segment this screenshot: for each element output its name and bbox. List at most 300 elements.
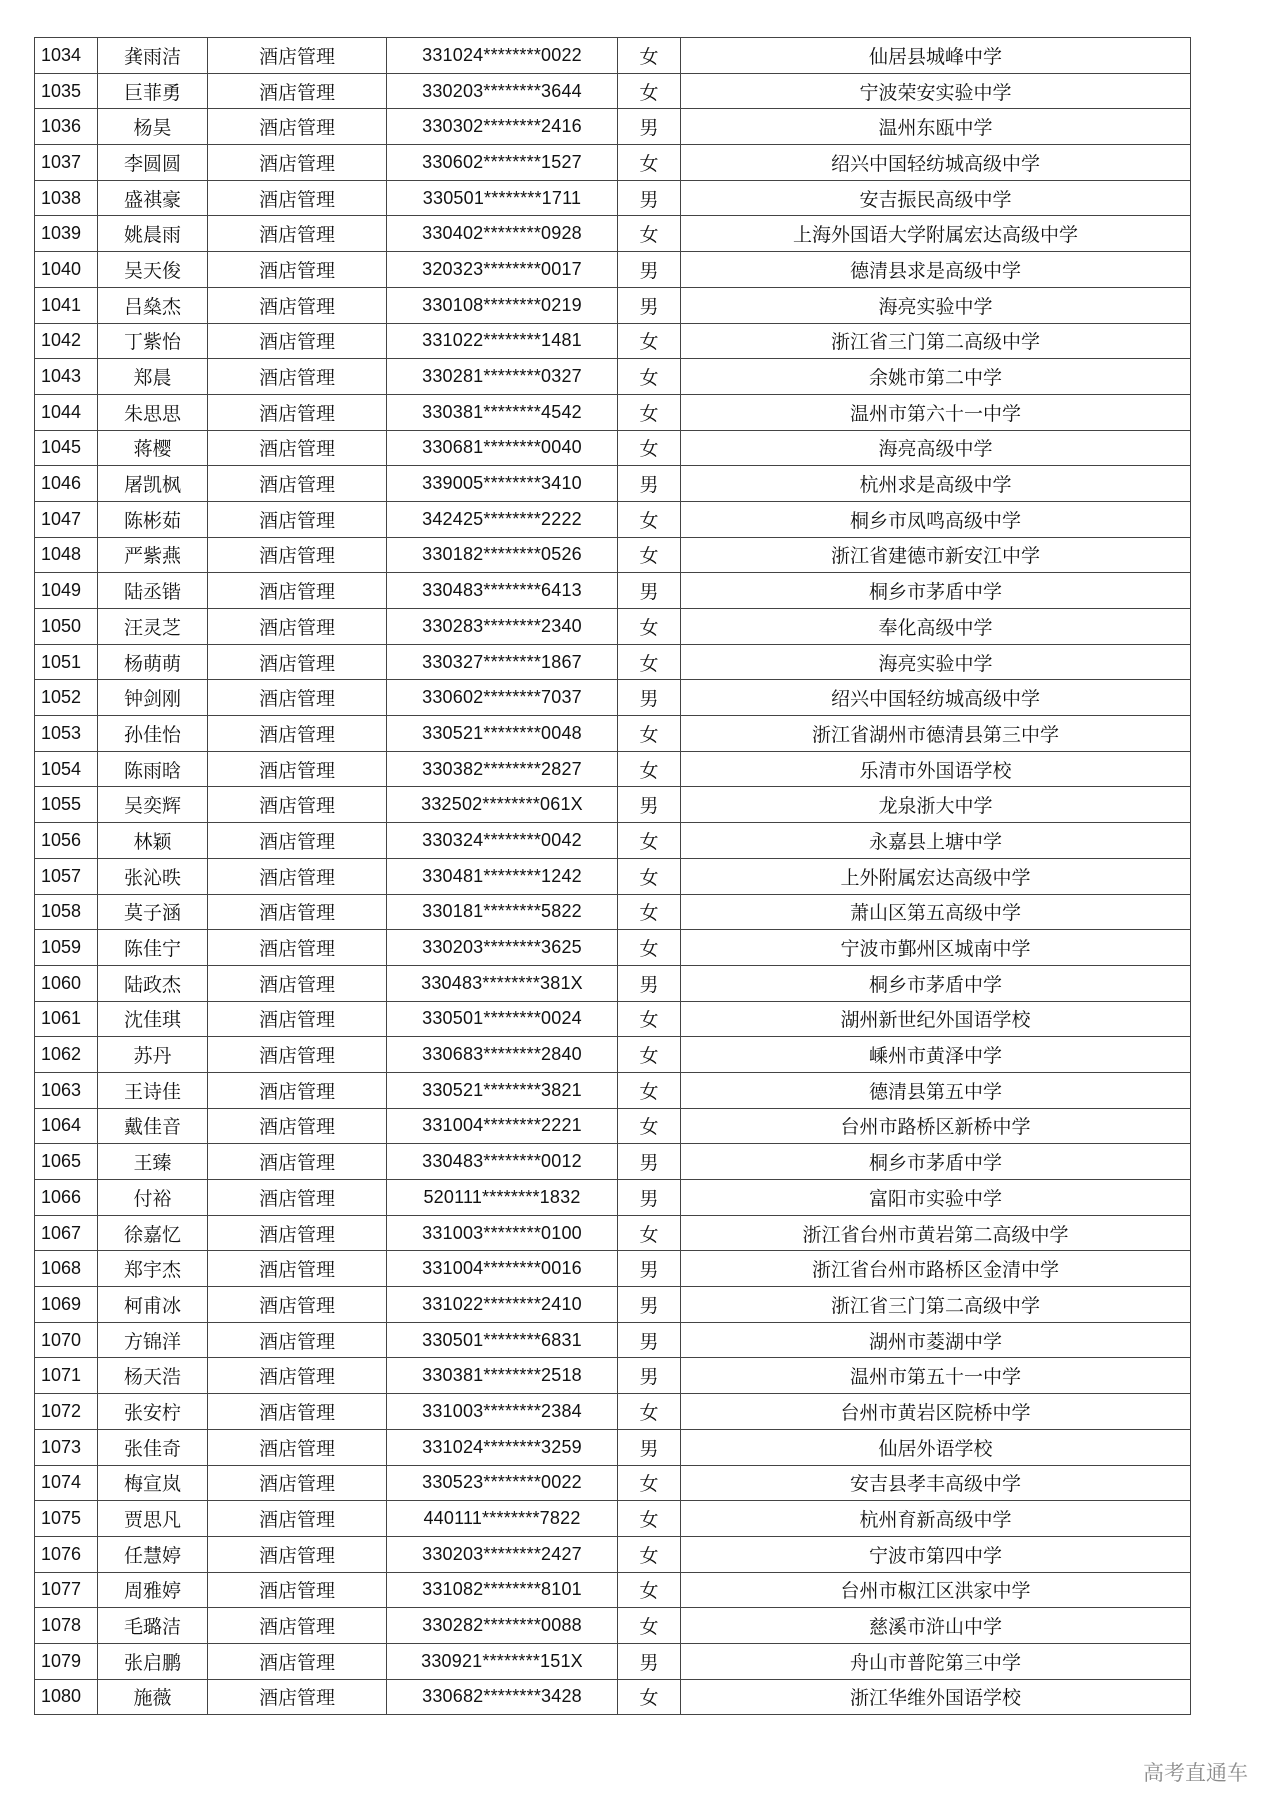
school-cell: 余姚市第二中学 [681, 359, 1191, 395]
major-cell: 酒店管理 [208, 1501, 387, 1537]
student-name-cell: 钟剑刚 [98, 680, 208, 716]
row-number-cell: 1067 [35, 1215, 98, 1251]
table-row [35, 644, 1191, 680]
school-cell: 台州市椒江区洪家中学 [681, 1572, 1191, 1608]
id-number-cell: 330602********1527 [387, 145, 618, 181]
student-name-cell: 郑宇杰 [98, 1251, 208, 1287]
major-cell: 酒店管理 [208, 965, 387, 1001]
table-row [35, 216, 1191, 252]
school-cell: 杭州求是高级中学 [681, 466, 1191, 502]
student-name-cell: 吴奕辉 [98, 787, 208, 823]
gender-cell: 女 [618, 609, 681, 645]
table-row [35, 965, 1191, 1001]
gender-cell: 女 [618, 537, 681, 573]
row-number-cell: 1039 [35, 216, 98, 252]
id-number-cell: 330521********3821 [387, 1072, 618, 1108]
gender-cell: 女 [618, 216, 681, 252]
gender-cell: 女 [618, 1679, 681, 1715]
school-cell: 永嘉县上塘中学 [681, 823, 1191, 859]
table-row [35, 680, 1191, 716]
id-number-cell: 342425********2222 [387, 501, 618, 537]
table-row [35, 109, 1191, 145]
gender-cell: 男 [618, 680, 681, 716]
school-cell: 仙居外语学校 [681, 1429, 1191, 1465]
id-number-cell: 331024********3259 [387, 1429, 618, 1465]
school-cell: 海亮实验中学 [681, 287, 1191, 323]
gender-cell: 男 [618, 1358, 681, 1394]
school-cell: 仙居县城峰中学 [681, 38, 1191, 74]
id-number-cell: 330521********0048 [387, 716, 618, 752]
gender-cell: 女 [618, 858, 681, 894]
school-cell: 温州东瓯中学 [681, 109, 1191, 145]
id-number-cell: 331022********2410 [387, 1287, 618, 1323]
major-cell: 酒店管理 [208, 1536, 387, 1572]
id-number-cell: 330921********151X [387, 1643, 618, 1679]
id-number-cell: 330483********6413 [387, 573, 618, 609]
id-number-cell: 330681********0040 [387, 430, 618, 466]
row-number-cell: 1045 [35, 430, 98, 466]
gender-cell: 男 [618, 287, 681, 323]
table-row [35, 1429, 1191, 1465]
row-number-cell: 1058 [35, 894, 98, 930]
student-name-cell: 施薇 [98, 1679, 208, 1715]
table-row [35, 1215, 1191, 1251]
row-number-cell: 1038 [35, 180, 98, 216]
row-number-cell: 1036 [35, 109, 98, 145]
student-name-cell: 龚雨洁 [98, 38, 208, 74]
row-number-cell: 1059 [35, 930, 98, 966]
major-cell: 酒店管理 [208, 716, 387, 752]
student-name-cell: 严紫燕 [98, 537, 208, 573]
gender-cell: 男 [618, 1144, 681, 1180]
id-number-cell: 330483********381X [387, 965, 618, 1001]
row-number-cell: 1056 [35, 823, 98, 859]
school-cell: 台州市黄岩区院桥中学 [681, 1394, 1191, 1430]
gender-cell: 女 [618, 1215, 681, 1251]
row-number-cell: 1049 [35, 573, 98, 609]
gender-cell: 女 [618, 1608, 681, 1644]
table-row [35, 930, 1191, 966]
student-name-cell: 周雅婷 [98, 1572, 208, 1608]
major-cell: 酒店管理 [208, 537, 387, 573]
school-cell: 海亮高级中学 [681, 430, 1191, 466]
student-name-cell: 丁紫怡 [98, 323, 208, 359]
table-row [35, 1180, 1191, 1216]
table-row [35, 1144, 1191, 1180]
row-number-cell: 1063 [35, 1072, 98, 1108]
school-cell: 乐清市外国语学校 [681, 751, 1191, 787]
student-name-cell: 沈佳琪 [98, 1001, 208, 1037]
id-number-cell: 330283********2340 [387, 609, 618, 645]
id-number-cell: 330203********3625 [387, 930, 618, 966]
major-cell: 酒店管理 [208, 1001, 387, 1037]
major-cell: 酒店管理 [208, 858, 387, 894]
gender-cell: 男 [618, 109, 681, 145]
gender-cell: 男 [618, 1643, 681, 1679]
school-cell: 宁波荣安实验中学 [681, 73, 1191, 109]
school-cell: 浙江省三门第二高级中学 [681, 1287, 1191, 1323]
gender-cell: 女 [618, 930, 681, 966]
gender-cell: 男 [618, 787, 681, 823]
row-number-cell: 1043 [35, 359, 98, 395]
major-cell: 酒店管理 [208, 38, 387, 74]
table-row [35, 1358, 1191, 1394]
student-name-cell: 贾思凡 [98, 1501, 208, 1537]
school-cell: 湖州市菱湖中学 [681, 1322, 1191, 1358]
student-name-cell: 戴佳音 [98, 1108, 208, 1144]
school-cell: 湖州新世纪外国语学校 [681, 1001, 1191, 1037]
major-cell: 酒店管理 [208, 1643, 387, 1679]
table-row [35, 858, 1191, 894]
school-cell: 海亮实验中学 [681, 644, 1191, 680]
row-number-cell: 1037 [35, 145, 98, 181]
major-cell: 酒店管理 [208, 180, 387, 216]
gender-cell: 女 [618, 38, 681, 74]
table-row [35, 1643, 1191, 1679]
id-number-cell: 330501********0024 [387, 1001, 618, 1037]
major-cell: 酒店管理 [208, 1251, 387, 1287]
student-name-cell: 梅宣岚 [98, 1465, 208, 1501]
table-row [35, 1465, 1191, 1501]
major-cell: 酒店管理 [208, 501, 387, 537]
gender-cell: 男 [618, 466, 681, 502]
major-cell: 酒店管理 [208, 573, 387, 609]
student-name-cell: 陆丞锴 [98, 573, 208, 609]
major-cell: 酒店管理 [208, 1608, 387, 1644]
school-cell: 桐乡市凤鸣高级中学 [681, 501, 1191, 537]
table-row [35, 145, 1191, 181]
row-number-cell: 1060 [35, 965, 98, 1001]
gender-cell: 女 [618, 1108, 681, 1144]
id-number-cell: 520111********1832 [387, 1180, 618, 1216]
table-row [35, 394, 1191, 430]
table-row [35, 1608, 1191, 1644]
major-cell: 酒店管理 [208, 1322, 387, 1358]
major-cell: 酒店管理 [208, 787, 387, 823]
gender-cell: 女 [618, 1072, 681, 1108]
student-name-cell: 毛璐洁 [98, 1608, 208, 1644]
gender-cell: 男 [618, 1251, 681, 1287]
student-name-cell: 吕燊杰 [98, 287, 208, 323]
row-number-cell: 1071 [35, 1358, 98, 1394]
major-cell: 酒店管理 [208, 751, 387, 787]
row-number-cell: 1065 [35, 1144, 98, 1180]
id-number-cell: 330282********0088 [387, 1608, 618, 1644]
student-name-cell: 盛祺豪 [98, 180, 208, 216]
student-name-cell: 张安柠 [98, 1394, 208, 1430]
gender-cell: 女 [618, 394, 681, 430]
gender-cell: 女 [618, 1465, 681, 1501]
school-cell: 浙江省建德市新安江中学 [681, 537, 1191, 573]
school-cell: 德清县第五中学 [681, 1072, 1191, 1108]
school-cell: 绍兴中国轻纺城高级中学 [681, 680, 1191, 716]
major-cell: 酒店管理 [208, 1394, 387, 1430]
student-name-cell: 汪灵芝 [98, 609, 208, 645]
id-number-cell: 330302********2416 [387, 109, 618, 145]
gender-cell: 男 [618, 1180, 681, 1216]
row-number-cell: 1062 [35, 1037, 98, 1073]
row-number-cell: 1080 [35, 1679, 98, 1715]
major-cell: 酒店管理 [208, 1429, 387, 1465]
row-number-cell: 1061 [35, 1001, 98, 1037]
major-cell: 酒店管理 [208, 394, 387, 430]
row-number-cell: 1054 [35, 751, 98, 787]
id-number-cell: 330182********0526 [387, 537, 618, 573]
gender-cell: 女 [618, 359, 681, 395]
row-number-cell: 1075 [35, 1501, 98, 1537]
id-number-cell: 330682********3428 [387, 1679, 618, 1715]
student-name-cell: 吴天俊 [98, 252, 208, 288]
major-cell: 酒店管理 [208, 145, 387, 181]
id-number-cell: 320323********0017 [387, 252, 618, 288]
table-row [35, 1394, 1191, 1430]
id-number-cell: 330382********2827 [387, 751, 618, 787]
major-cell: 酒店管理 [208, 287, 387, 323]
row-number-cell: 1070 [35, 1322, 98, 1358]
row-number-cell: 1052 [35, 680, 98, 716]
row-number-cell: 1057 [35, 858, 98, 894]
major-cell: 酒店管理 [208, 1037, 387, 1073]
gender-cell: 女 [618, 430, 681, 466]
student-name-cell: 方锦洋 [98, 1322, 208, 1358]
row-number-cell: 1077 [35, 1572, 98, 1608]
school-cell: 安吉振民高级中学 [681, 180, 1191, 216]
table-row [35, 716, 1191, 752]
school-cell: 桐乡市茅盾中学 [681, 965, 1191, 1001]
major-cell: 酒店管理 [208, 1358, 387, 1394]
id-number-cell: 330327********1867 [387, 644, 618, 680]
id-number-cell: 331004********0016 [387, 1251, 618, 1287]
table-row [35, 823, 1191, 859]
major-cell: 酒店管理 [208, 1287, 387, 1323]
row-number-cell: 1048 [35, 537, 98, 573]
school-cell: 龙泉浙大中学 [681, 787, 1191, 823]
id-number-cell: 440111********7822 [387, 1501, 618, 1537]
id-number-cell: 331004********2221 [387, 1108, 618, 1144]
student-name-cell: 林颖 [98, 823, 208, 859]
major-cell: 酒店管理 [208, 466, 387, 502]
major-cell: 酒店管理 [208, 1144, 387, 1180]
id-number-cell: 339005********3410 [387, 466, 618, 502]
major-cell: 酒店管理 [208, 1180, 387, 1216]
table-row [35, 1536, 1191, 1572]
gender-cell: 女 [618, 716, 681, 752]
row-number-cell: 1068 [35, 1251, 98, 1287]
student-name-cell: 杨昊 [98, 109, 208, 145]
school-cell: 浙江省三门第二高级中学 [681, 323, 1191, 359]
school-cell: 绍兴中国轻纺城高级中学 [681, 145, 1191, 181]
table-row [35, 466, 1191, 502]
table-row [35, 1037, 1191, 1073]
row-number-cell: 1050 [35, 609, 98, 645]
student-name-cell: 陈雨晗 [98, 751, 208, 787]
admission-list-table [34, 37, 1191, 1715]
gender-cell: 男 [618, 1429, 681, 1465]
id-number-cell: 330181********5822 [387, 894, 618, 930]
row-number-cell: 1041 [35, 287, 98, 323]
table-row [35, 1572, 1191, 1608]
id-number-cell: 331022********1481 [387, 323, 618, 359]
row-number-cell: 1069 [35, 1287, 98, 1323]
row-number-cell: 1034 [35, 38, 98, 74]
row-number-cell: 1055 [35, 787, 98, 823]
row-number-cell: 1053 [35, 716, 98, 752]
school-cell: 杭州育新高级中学 [681, 1501, 1191, 1537]
watermark: 高考直通车 [1143, 1761, 1248, 1785]
row-number-cell: 1044 [35, 394, 98, 430]
id-number-cell: 332502********061X [387, 787, 618, 823]
id-number-cell: 330324********0042 [387, 823, 618, 859]
id-number-cell: 330381********4542 [387, 394, 618, 430]
table-row [35, 1287, 1191, 1323]
major-cell: 酒店管理 [208, 359, 387, 395]
table-row [35, 537, 1191, 573]
school-cell: 富阳市实验中学 [681, 1180, 1191, 1216]
school-cell: 慈溪市浒山中学 [681, 1608, 1191, 1644]
table-row [35, 609, 1191, 645]
student-name-cell: 付裕 [98, 1180, 208, 1216]
student-name-cell: 姚晨雨 [98, 216, 208, 252]
row-number-cell: 1046 [35, 466, 98, 502]
table-row [35, 430, 1191, 466]
major-cell: 酒店管理 [208, 1679, 387, 1715]
table-row [35, 894, 1191, 930]
student-name-cell: 屠凯枫 [98, 466, 208, 502]
student-name-cell: 王诗佳 [98, 1072, 208, 1108]
row-number-cell: 1064 [35, 1108, 98, 1144]
gender-cell: 男 [618, 252, 681, 288]
student-name-cell: 王臻 [98, 1144, 208, 1180]
school-cell: 上海外国语大学附属宏达高级中学 [681, 216, 1191, 252]
student-name-cell: 郑晨 [98, 359, 208, 395]
major-cell: 酒店管理 [208, 1572, 387, 1608]
id-number-cell: 330481********1242 [387, 858, 618, 894]
row-number-cell: 1051 [35, 644, 98, 680]
id-number-cell: 330683********2840 [387, 1037, 618, 1073]
id-number-cell: 330381********2518 [387, 1358, 618, 1394]
gender-cell: 男 [618, 1322, 681, 1358]
table-row [35, 573, 1191, 609]
id-number-cell: 331003********2384 [387, 1394, 618, 1430]
table-row [35, 73, 1191, 109]
gender-cell: 女 [618, 73, 681, 109]
major-cell: 酒店管理 [208, 1072, 387, 1108]
row-number-cell: 1035 [35, 73, 98, 109]
major-cell: 酒店管理 [208, 1108, 387, 1144]
school-cell: 德清县求是高级中学 [681, 252, 1191, 288]
school-cell: 桐乡市茅盾中学 [681, 573, 1191, 609]
gender-cell: 女 [618, 823, 681, 859]
gender-cell: 女 [618, 501, 681, 537]
table-row [35, 180, 1191, 216]
student-name-cell: 任慧婷 [98, 1536, 208, 1572]
gender-cell: 女 [618, 1001, 681, 1037]
school-cell: 上外附属宏达高级中学 [681, 858, 1191, 894]
table-row [35, 1322, 1191, 1358]
row-number-cell: 1040 [35, 252, 98, 288]
table-row [35, 787, 1191, 823]
id-number-cell: 331003********0100 [387, 1215, 618, 1251]
id-number-cell: 330501********6831 [387, 1322, 618, 1358]
gender-cell: 男 [618, 965, 681, 1001]
major-cell: 酒店管理 [208, 680, 387, 716]
school-cell: 桐乡市茅盾中学 [681, 1144, 1191, 1180]
major-cell: 酒店管理 [208, 252, 387, 288]
school-cell: 浙江华维外国语学校 [681, 1679, 1191, 1715]
school-cell: 嵊州市黄泽中学 [681, 1037, 1191, 1073]
major-cell: 酒店管理 [208, 430, 387, 466]
row-number-cell: 1042 [35, 323, 98, 359]
school-cell: 温州市第五十一中学 [681, 1358, 1191, 1394]
gender-cell: 女 [618, 1394, 681, 1430]
major-cell: 酒店管理 [208, 609, 387, 645]
table-row [35, 323, 1191, 359]
table-row [35, 38, 1191, 74]
gender-cell: 女 [618, 1501, 681, 1537]
major-cell: 酒店管理 [208, 930, 387, 966]
id-number-cell: 331082********8101 [387, 1572, 618, 1608]
school-cell: 浙江省台州市路桥区金清中学 [681, 1251, 1191, 1287]
major-cell: 酒店管理 [208, 894, 387, 930]
student-name-cell: 莫子涵 [98, 894, 208, 930]
gender-cell: 女 [618, 1037, 681, 1073]
school-cell: 奉化高级中学 [681, 609, 1191, 645]
id-number-cell: 330108********0219 [387, 287, 618, 323]
table-row [35, 1001, 1191, 1037]
student-name-cell: 张佳奇 [98, 1429, 208, 1465]
school-cell: 温州市第六十一中学 [681, 394, 1191, 430]
id-number-cell: 330501********1711 [387, 180, 618, 216]
student-name-cell: 张沁昳 [98, 858, 208, 894]
school-cell: 萧山区第五高级中学 [681, 894, 1191, 930]
school-cell: 宁波市第四中学 [681, 1536, 1191, 1572]
student-name-cell: 苏丹 [98, 1037, 208, 1073]
gender-cell: 男 [618, 573, 681, 609]
gender-cell: 女 [618, 1572, 681, 1608]
gender-cell: 女 [618, 323, 681, 359]
gender-cell: 女 [618, 894, 681, 930]
id-number-cell: 330203********2427 [387, 1536, 618, 1572]
id-number-cell: 330281********0327 [387, 359, 618, 395]
student-name-cell: 陈佳宁 [98, 930, 208, 966]
id-number-cell: 330402********0928 [387, 216, 618, 252]
table-row [35, 751, 1191, 787]
school-cell: 台州市路桥区新桥中学 [681, 1108, 1191, 1144]
school-cell: 宁波市鄞州区城南中学 [681, 930, 1191, 966]
school-cell: 浙江省湖州市德清县第三中学 [681, 716, 1191, 752]
student-name-cell: 朱思思 [98, 394, 208, 430]
student-name-cell: 孙佳怡 [98, 716, 208, 752]
row-number-cell: 1047 [35, 501, 98, 537]
major-cell: 酒店管理 [208, 644, 387, 680]
student-name-cell: 徐嘉忆 [98, 1215, 208, 1251]
student-name-cell: 杨萌萌 [98, 644, 208, 680]
table-row [35, 287, 1191, 323]
table-row [35, 1501, 1191, 1537]
table-row [35, 1679, 1191, 1715]
id-number-cell: 330602********7037 [387, 680, 618, 716]
table-row [35, 1072, 1191, 1108]
school-cell: 浙江省台州市黄岩第二高级中学 [681, 1215, 1191, 1251]
row-number-cell: 1076 [35, 1536, 98, 1572]
major-cell: 酒店管理 [208, 1215, 387, 1251]
table-row [35, 1108, 1191, 1144]
major-cell: 酒店管理 [208, 323, 387, 359]
major-cell: 酒店管理 [208, 823, 387, 859]
school-cell: 安吉县孝丰高级中学 [681, 1465, 1191, 1501]
row-number-cell: 1079 [35, 1643, 98, 1679]
gender-cell: 男 [618, 1287, 681, 1323]
